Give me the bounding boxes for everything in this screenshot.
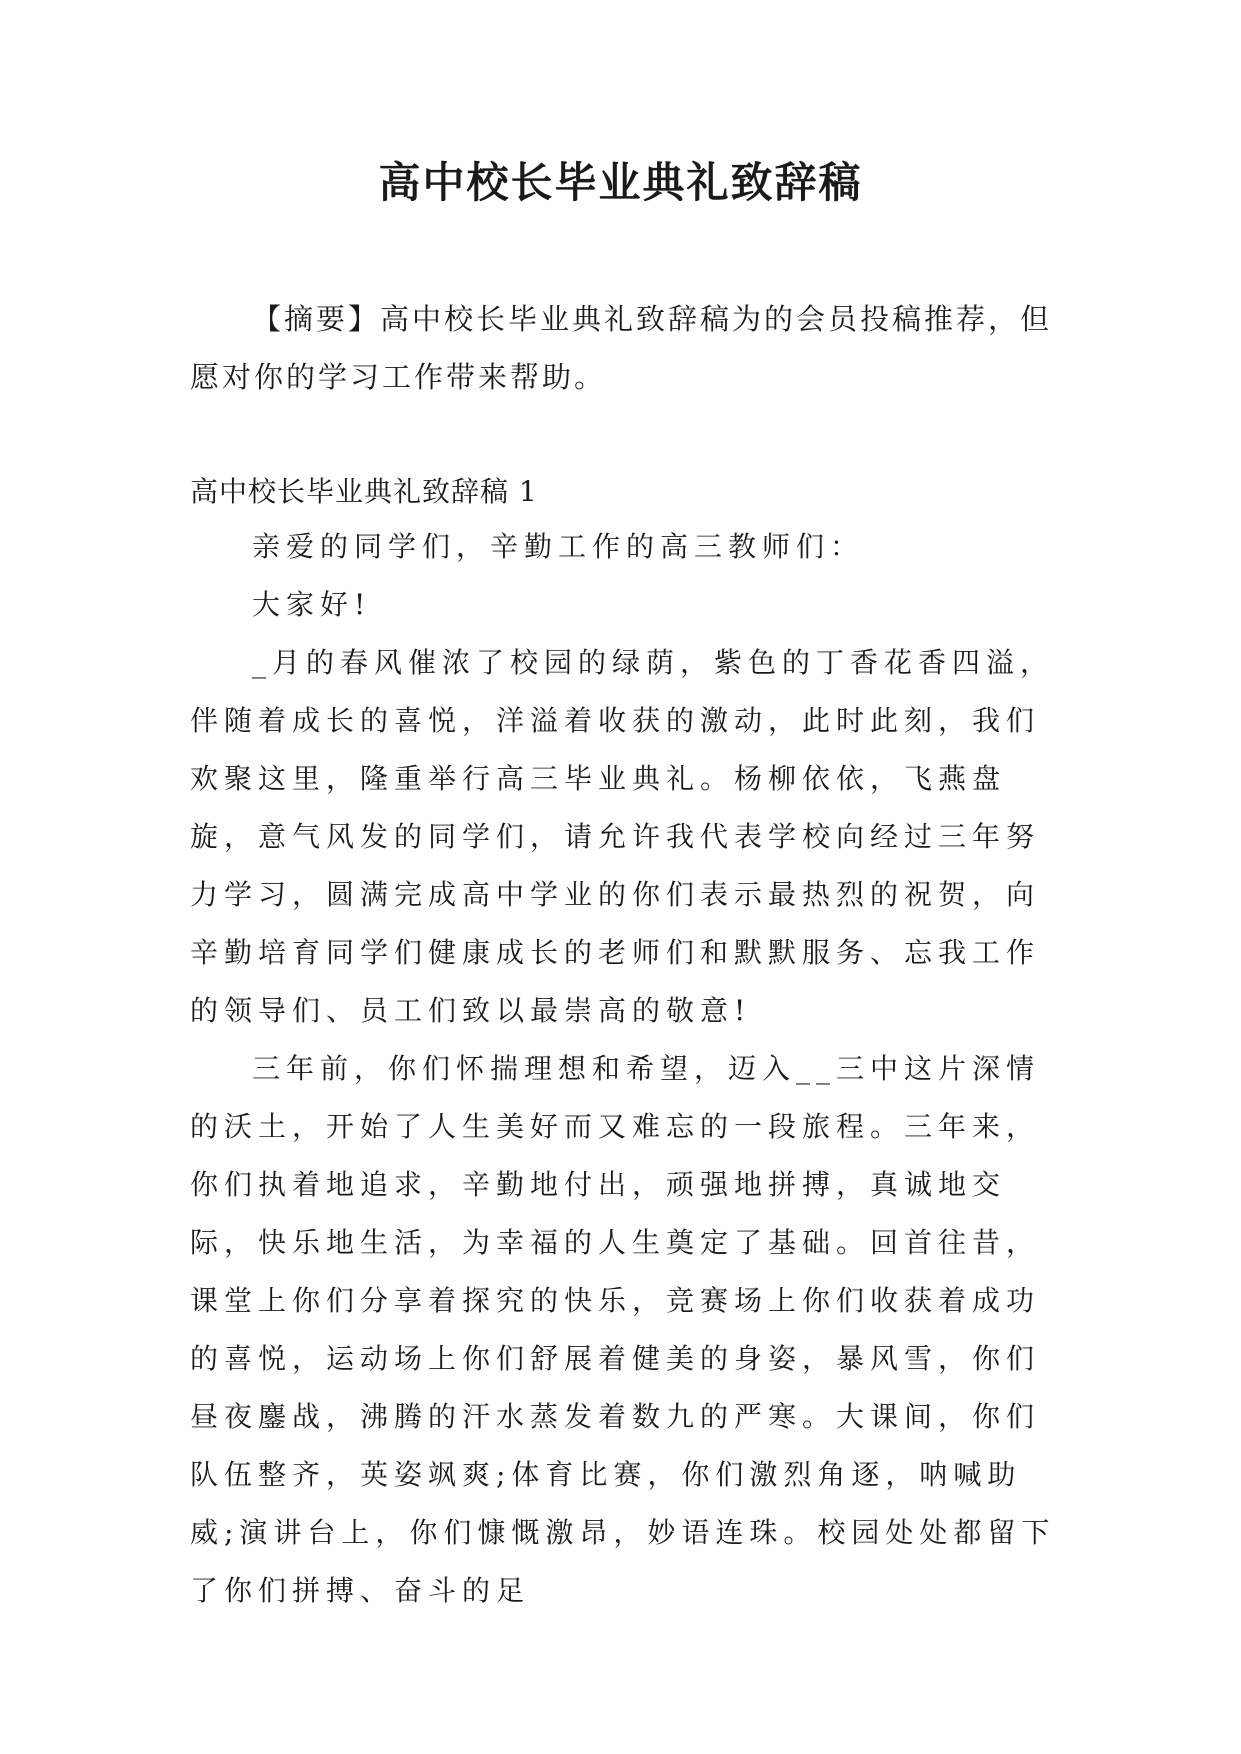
document-title: 高中校长毕业典礼致辞稿 xyxy=(378,158,863,207)
body-paragraph: _月的春风催浓了校园的绿荫，紫色的丁香花香四溢，伴随着成长的喜悦，洋溢着收获的激动，此时此刻，我们欢聚这里，隆重举行高三毕业典礼。杨柳依依，飞燕盘旋，意气风发的同学们，请允许我代表学校向经过三年努力学习，圆满完成高中学业的你们表示最热烈的祝贺，向辛勤培育同学们健康成长的老师们和默默服务、忘我工作的领导们、员工们致以最崇高的敬意! xyxy=(190,646,1055,1027)
document-body xyxy=(190,518,1070,1620)
abstract-text: 【摘要】高中校长毕业典礼致辞稿为的会员投稿推荐，但愿对你的学习工作带来帮助。 xyxy=(190,302,1053,394)
abstract xyxy=(190,290,1070,406)
body-paragraph: 大家好! xyxy=(252,588,372,621)
body-paragraph: 亲爱的同学们，辛勤工作的高三教师们： xyxy=(252,530,865,563)
body-paragraph: 三年前，你们怀揣理想和希望，迈入__三中这片深情的沃土，开始了人生美好而又难忘的一段旅程。三年来，你们执着地追求，辛勤地付出，顽强地拼搏，真诚地交际，快乐地生活，为幸福的人生奠定了基础。回首往昔，课堂上你们分享着探究的快乐，竞赛场上你们收获着成功的喜悦，运动场上你们舒展着健美的身姿，暴风雪，你们昼夜鏖战，沸腾的汗水蒸发着数九的严寒。大课间，你们队伍整齐，英姿飒爽;体育比赛，你们激烈角逐，呐喊助威;演讲台上，你们慷慨激昂，妙语连珠。校园处处都留下了你们拼搏、奋斗的足 xyxy=(190,1052,1056,1607)
section-title: 高中校长毕业典礼致辞稿 1 xyxy=(190,475,538,508)
